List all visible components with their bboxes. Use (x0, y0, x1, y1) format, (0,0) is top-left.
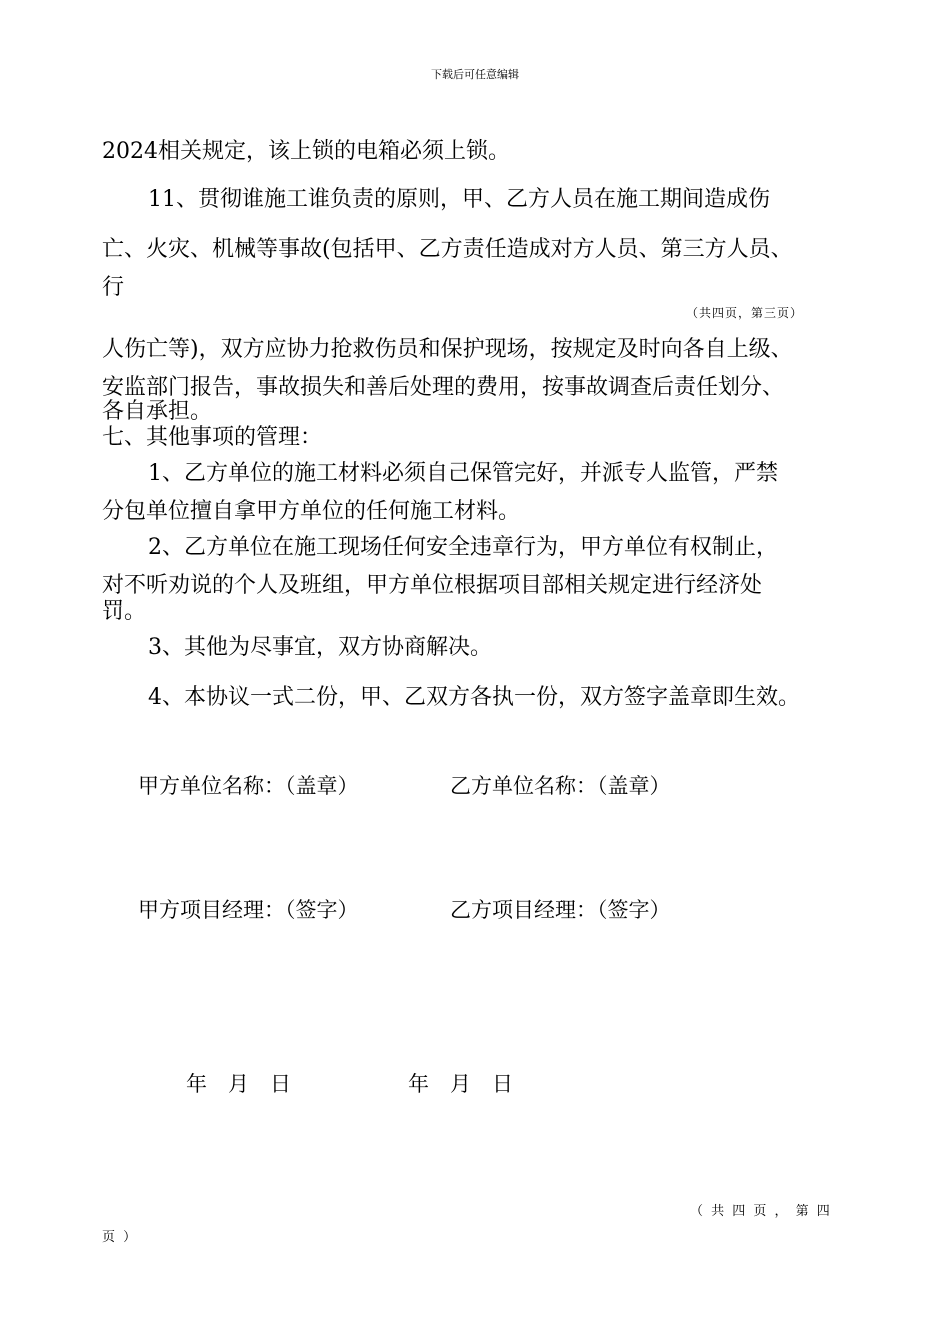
item-4-line: 4、本协议一式二份，甲、乙双方各执一份，双方签字盖章即生效。 (148, 685, 800, 710)
section-7-heading: 七、其他事项的管理： (102, 425, 323, 450)
footer-page-number-cont: 页 ） (102, 1230, 139, 1245)
item-2-line: 对不听劝说的个人及班组，甲方单位根据项目部相关规定进行经济处 (102, 573, 763, 598)
item-11-line: 人伤亡等)，双方应协力抢救伤员和保护现场，按规定及时向各自上级、 (102, 337, 793, 362)
item-2-line: 2、乙方单位在施工现场任何安全违章行为，甲方单位有权制止， (148, 535, 778, 560)
party-b-manager-label: 乙方项目经理：（签字） (450, 898, 671, 922)
party-a-date: 年 月 日 (186, 1072, 291, 1096)
item-3-line: 3、其他为尽事宜，双方协商解决。 (148, 635, 492, 660)
item-1-line: 1、乙方单位的施工材料必须自己保管完好，并派专人监管，严禁 (148, 461, 778, 486)
party-a-name-label: 甲方单位名称：（盖章） (138, 774, 359, 798)
item-11-line: 亡、火灾、机械等事故(包括甲、乙方责任造成对方人员、第三方人员、 (102, 237, 793, 262)
page-header: 下载后可任意编辑 (431, 68, 519, 81)
item-11-line: 各自承担。 (102, 399, 213, 424)
page-break-marker: （共四页，第三页） (686, 306, 804, 320)
item-11-line: 11、贯彻谁施工谁负责的原则，甲、乙方人员在施工期间造成伤 (148, 187, 770, 212)
party-b-name-label: 乙方单位名称：（盖章） (450, 774, 671, 798)
party-b-date: 年 月 日 (408, 1072, 513, 1096)
party-a-manager-label: 甲方项目经理：（签字） (138, 898, 359, 922)
item-2-line: 罚。 (102, 599, 147, 624)
paragraph-line: 2024相关规定，该上锁的电箱必须上锁。 (102, 139, 510, 164)
footer-page-number: （ 共 四 页 ， 第 四 (690, 1204, 832, 1219)
item-1-line: 分包单位擅自拿甲方单位的任何施工材料。 (102, 499, 521, 524)
item-11-line: 行 (102, 275, 125, 300)
item-11-line: 安监部门报告，事故损失和善后处理的费用，按事故调查后责任划分、 (102, 375, 785, 400)
